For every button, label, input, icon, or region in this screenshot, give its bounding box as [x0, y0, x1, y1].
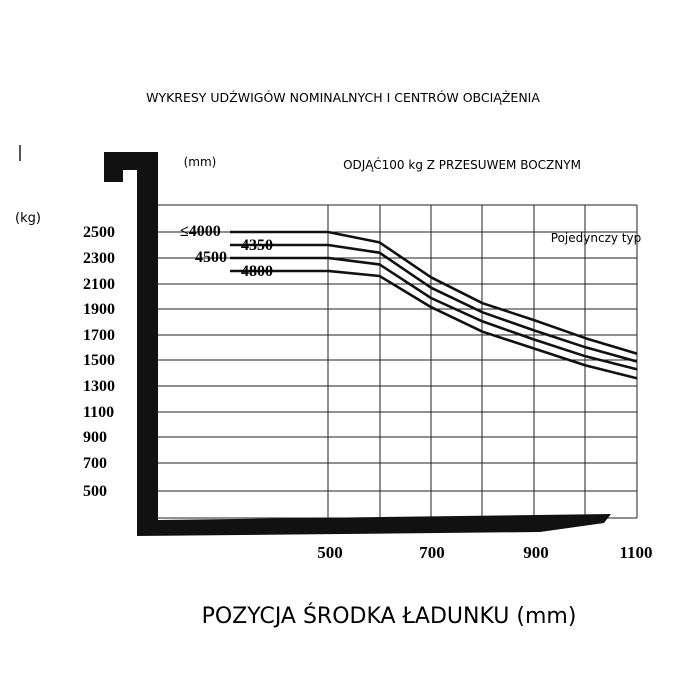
- y-tick-label: 1300: [83, 378, 115, 395]
- y-tick-label: 2100: [83, 276, 115, 293]
- fork-axis-shape: [104, 152, 611, 536]
- single-type-note: Pojedynczy typ: [550, 231, 642, 245]
- y-tick-label: 1700: [83, 327, 115, 344]
- x-tick-label: 700: [419, 543, 445, 562]
- height-unit-label: (mm): [183, 155, 217, 169]
- y-tick-label: 2500: [83, 224, 115, 241]
- y-tick-label: 500: [83, 483, 107, 500]
- series-label: 4800: [241, 263, 273, 280]
- y-tick-label: 2300: [83, 250, 115, 267]
- y-tick-labels: [83, 224, 115, 500]
- series-label: 4350: [241, 237, 273, 254]
- x-tick-label: 1100: [619, 543, 653, 562]
- y-tick-label: 700: [83, 455, 107, 472]
- y-tick-label: 1500: [83, 352, 115, 369]
- y-tick-label: 900: [83, 429, 107, 446]
- series-label: ≤4000: [180, 223, 221, 240]
- grid: [158, 205, 637, 518]
- x-axis-title: POZYCJA ŚRODKA ŁADUNKU (mm): [201, 604, 577, 629]
- series-label: 4500: [195, 249, 227, 266]
- x-tick-labels: [317, 543, 652, 562]
- y-tick-label: 1900: [83, 301, 115, 318]
- side-shift-note: ODJĄĆ100 kg Z PRZESUWEM BOCZNYM: [343, 158, 581, 172]
- chart-title: WYKRESY UDŹWIGÓW NOMINALNYCH I CENTRÓW OBCIĄŻENIA: [146, 90, 540, 105]
- left-tick-mark: [19, 145, 21, 161]
- x-tick-label: 900: [523, 543, 549, 562]
- y-tick-label: 1100: [83, 404, 115, 421]
- x-tick-label: 500: [317, 543, 343, 562]
- y-axis-unit-label: (kg): [15, 211, 41, 226]
